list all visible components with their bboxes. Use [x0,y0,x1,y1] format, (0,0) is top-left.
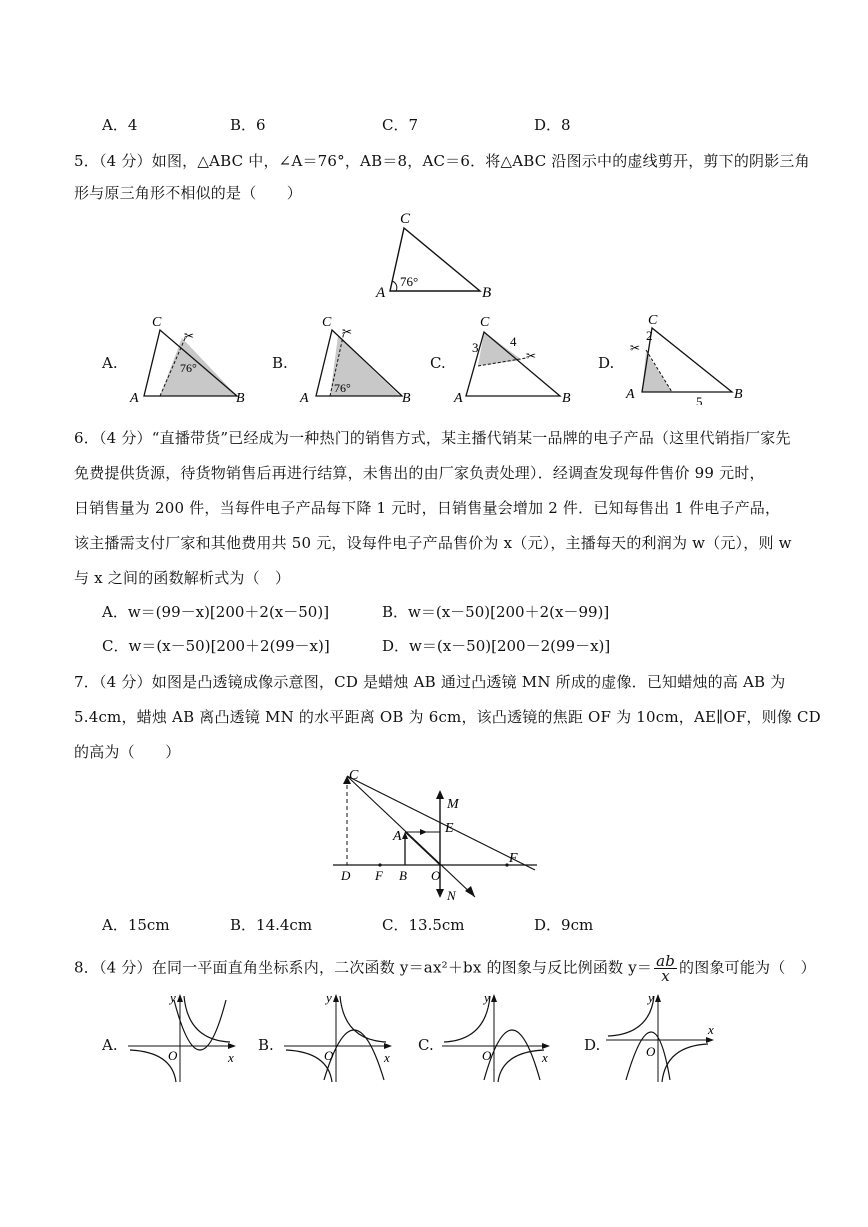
svg-text:x: x [384,1050,390,1065]
q6-option-c[interactable]: C．w＝(x－50)[200＋2(99－x)] [102,637,330,655]
q6-stem-line-5: 与 x 之间的函数解析式为（ ） [74,569,291,587]
q7-option-d[interactable]: D．9cm [534,916,594,934]
q5-option-c[interactable]: C. [430,354,446,372]
svg-text:O: O [168,1048,178,1063]
svg-text:A: A [300,391,309,405]
q7-option-c[interactable]: C．13.5cm [382,916,465,934]
svg-text:y: y [326,990,332,1005]
q5-main-label-b: B [482,285,492,301]
svg-text:y: y [648,990,654,1005]
svg-text:x: x [708,1022,714,1037]
q5-option-d-n2: 5 [696,394,703,405]
q7-label-d: D [341,868,351,883]
q7-label-e: E [445,821,454,836]
q5-option-a[interactable]: A. [102,354,118,372]
scissors-icon: ✂ [526,349,537,363]
q7-stem-line-3: 的高为（ ） [74,743,181,761]
svg-text:C: C [648,313,658,328]
q4-option-c[interactable]: C．7 [382,116,419,134]
q5-option-b-figure [292,310,422,405]
q6-stem-line-4: 该主播需支付厂家和其他费用共 50 元，设每件电子产品售价为 x（元），主播每天的利润为 w（元），则 w [74,534,792,552]
q5-option-d[interactable]: D. [598,354,615,372]
q5-main-angle: 76° [400,274,419,289]
q8-stem-after: 的图象可能为（ ） [679,958,816,977]
q4-option-d[interactable]: D．8 [534,116,571,134]
q6-stem-line-1: 6．（4 分）“直播带货”已经成为一种热门的销售方式，某主播代销某一品牌的电子产品（这里代销指厂家先 [74,429,791,447]
svg-text:O: O [646,1044,656,1059]
svg-text:y: y [484,990,490,1005]
svg-text:O: O [324,1048,334,1063]
q8-stem-before: 8．（4 分）在同一平面直角坐标系内，二次函数 y＝ax²＋bx 的图象与反比例函数 y＝ [74,958,653,977]
q5-option-a-angle: 76° [180,361,197,375]
svg-text:y: y [170,990,176,1005]
q8-option-d[interactable]: D. [584,1036,601,1054]
q7-label-c: C [349,768,359,783]
q8-fraction: $\frac{ab}{x}$ [656,952,676,985]
q7-stem-line-2: 5.4cm，蜡烛 AB 离凸透镜 MN 的水平距离 OB 为 6cm，该凸透镜的焦距 OF 为 10cm，AE∥OF，则像 CD [74,708,821,726]
q7-label-f-left: F [375,868,383,883]
q5-stem-line-1: 5．（4 分）如图，△ABC 中，∠A＝76°，AB＝8，AC＝6．将△ABC 沿图示中的虚线剪开，剪下的阴影三角 [74,152,810,170]
q8-option-a-graph [126,990,241,1085]
svg-text:B: B [402,391,411,405]
q7-label-f-right: F [509,851,518,866]
svg-text:C: C [322,315,332,330]
q4-option-a[interactable]: A．4 [102,116,138,134]
q5-option-c-n1: 3 [472,340,479,355]
q6-stem-line-2: 免费提供货源，待货物销售后再进行结算，未售出的由厂家负责处理）．经调查发现每件售价 99 元时， [74,464,765,482]
q5-option-d-figure [616,310,756,405]
q7-label-n: N [447,888,456,903]
q5-option-a-figure [122,310,252,405]
q7-lens-diagram [325,762,545,912]
svg-text:O: O [482,1048,492,1063]
q8-stem-line [74,954,816,983]
scissors-icon: ✂ [342,325,353,339]
svg-text:x: x [228,1050,234,1065]
q8-option-c-graph [440,990,555,1085]
scissors-icon: ✂ [184,329,195,343]
q6-option-b[interactable]: B．w＝(x－50)[200＋2(x－99)] [382,603,610,621]
svg-text:A: A [626,387,635,402]
q5-main-label-c: C [400,211,411,227]
svg-text:C: C [152,315,162,330]
svg-text:B: B [734,387,743,402]
svg-text:A: A [130,391,139,405]
svg-text:A: A [454,391,463,405]
q5-stem-line-2: 形与原三角形不相似的是（ ） [74,184,303,202]
q8-option-a[interactable]: A. [102,1036,118,1054]
q5-option-b[interactable]: B. [272,354,288,372]
q5-main-label-a: A [376,285,386,301]
q8-option-d-graph [604,990,719,1085]
q8-option-b-graph [282,990,397,1085]
q8-option-b[interactable]: B. [258,1036,274,1054]
q5-option-c-figure [450,310,580,405]
q5-main-triangle [360,205,510,305]
svg-text:x: x [542,1050,548,1065]
q7-label-b: B [399,868,407,883]
q7-stem-line-1: 7．（4 分）如图是凸透镜成像示意图，CD 是蜡烛 AB 通过凸透镜 MN 所成的虚像．已知蜡烛的高 AB 为 [74,673,786,691]
q7-option-b[interactable]: B．14.4cm [230,916,313,934]
svg-text:B: B [562,391,571,405]
q6-option-a[interactable]: A．w＝(99－x)[200＋2(x－50)] [102,603,330,621]
q7-label-a: A [393,829,402,844]
q7-option-a[interactable]: A．15cm [102,916,170,934]
q6-option-d[interactable]: D．w＝(x－50)[200－2(99－x)] [382,637,611,655]
q7-label-m: M [447,797,459,812]
q5-option-c-n2: 4 [510,334,517,349]
scissors-icon: ✂ [630,341,641,355]
q5-option-d-n1: 2 [646,328,653,343]
q8-option-c[interactable]: C. [418,1036,434,1054]
q7-label-o: O [431,868,441,883]
q6-stem-line-3: 日销售量为 200 件，当每件电子产品每下降 1 元时，日销售量会增加 2 件．已知每售出 1 件电子产品， [74,499,781,517]
svg-text:B: B [236,391,245,405]
svg-text:C: C [480,315,490,330]
q4-option-b[interactable]: B．6 [230,116,266,134]
q5-option-b-angle: 76° [334,381,351,395]
